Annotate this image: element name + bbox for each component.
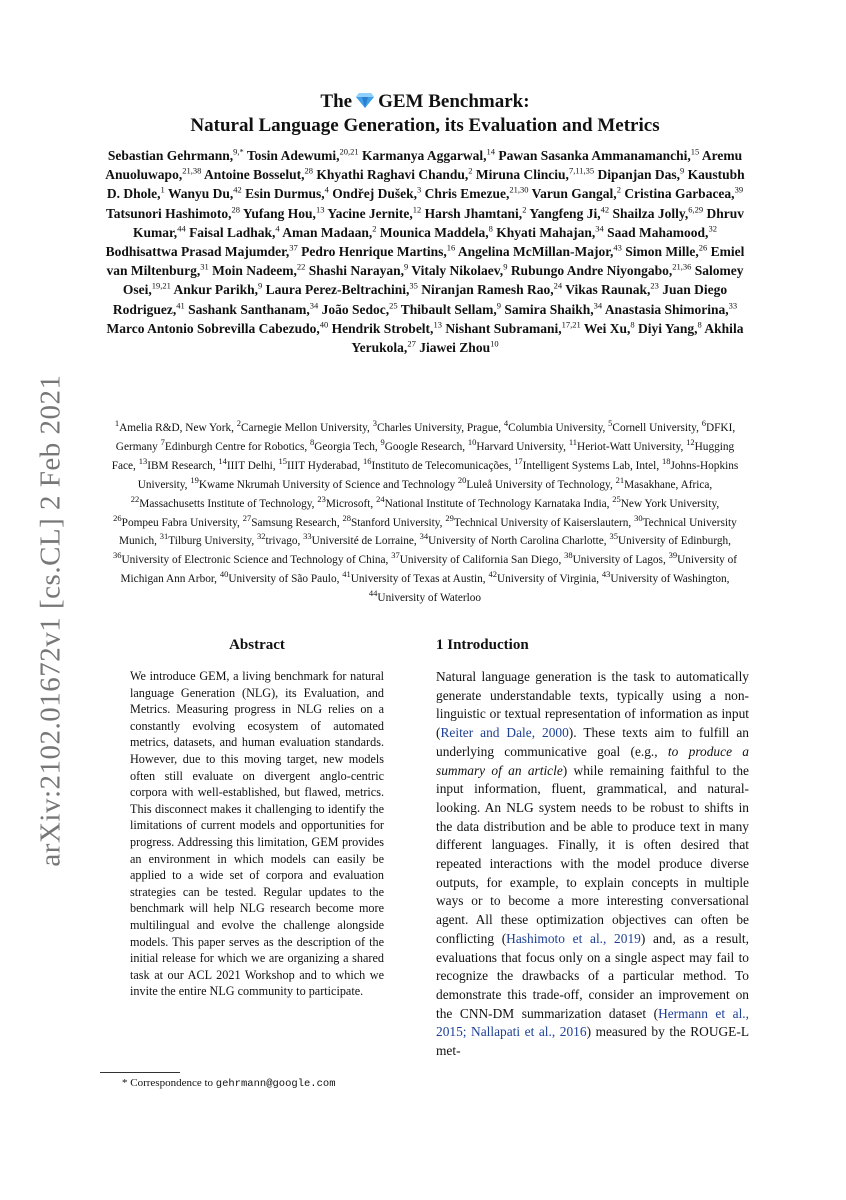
affiliation: $^{17}$Intelligent Systems Lab, Intel,: [514, 456, 660, 472]
affiliation: $^{18}$Johns-Hopkins University,: [137, 456, 739, 491]
author: Emiel van Miltenburg,$^{31}$: [106, 244, 745, 279]
author-affiliation-marker: 34: [595, 223, 604, 234]
affiliation: $^{38}$University of Lagos,: [564, 550, 666, 567]
author-affiliation-marker: 40: [319, 319, 329, 330]
author: Vikas Raunak,$^{23}$: [565, 280, 659, 298]
author-affiliation-marker: 26: [698, 242, 708, 253]
author: Karmanya Aggarwal,$^{14}$: [361, 146, 495, 163]
affiliation: $^{15}$IIIT Hyderabad,: [278, 456, 361, 472]
author: Cristina Garbacea,$^{39}$: [624, 184, 744, 202]
affiliation: $^{26}$Pompeu Fabra University,: [113, 512, 240, 529]
affiliation: $^{14}$IIIT Delhi,: [218, 456, 276, 472]
author-affiliation-marker: 9: [258, 280, 263, 291]
author-affiliation-marker: 28: [304, 165, 313, 176]
author-affiliation-marker: 9: [404, 261, 409, 272]
introduction-section: [436, 636, 749, 1061]
author: Varun Gangal,$^2$: [531, 184, 621, 202]
author: Mounica Maddela,$^8$: [379, 223, 493, 240]
author: Marco Antonio Sobrevilla Cabezudo,$^{40}$: [106, 319, 329, 336]
footnote: * Correspondence to gehrmann@google.com: [122, 1077, 336, 1090]
affiliation: $^{37}$University of California San Diego,: [391, 550, 562, 567]
gem-icon: [356, 92, 374, 108]
author: Pedro Henrique Martins,$^{16}$: [301, 242, 456, 260]
abstract-text: We introduce GEM, a living benchmark for natural language Generation (NLG), its Evaluation, and Metrics. Measuring progress in NLG relies on a constantly evolving ecosystem of automated metrics, datasets, and human evaluation standards. However, due to this moving target, new models often still evaluate on divergent anglo-centric corpora with well-established, but flawed, metrics. This disconnect makes it challenging to identify the limitations of current models and opportunities for progress. Addressing this limitation, GEM provides an environment in which models can easily be applied to a wide set of corpora and evaluation strategies can be tested. Regular updates to the benchmark will help NLG research become more multilingual and evolve the challenge alongside models. This paper serves as the description of the initial release for which we are organizing a shared task at our ACL 2021 Workshop and to which we invite the entire NLG community to participate.: [130, 669, 384, 999]
affiliation: $^{35}$University of Edinburgh,: [609, 531, 732, 548]
author: Ankur Parikh,$^9$: [173, 280, 263, 298]
author-affiliation-marker: 35: [409, 280, 418, 291]
affiliation: $^2$Carnegie Mellon University,: [236, 418, 370, 434]
author: Anastasia Shimorina,$^{33}$: [604, 300, 738, 317]
author-affiliation-marker: 2: [616, 184, 621, 195]
affiliation: $^3$Charles University, Prague,: [372, 418, 502, 434]
author-affiliation-marker: 14: [486, 146, 495, 157]
author-affiliation-marker: 9: [503, 261, 508, 272]
author-affiliation-marker: 42: [233, 184, 242, 195]
author: Faisal Ladhak,$^4$: [189, 223, 280, 240]
affiliation: $^1$Amelia R&D, New York,: [114, 418, 234, 434]
author-list: [100, 146, 750, 357]
affiliation: $^{12}$Hugging Face,: [111, 437, 735, 472]
arxiv-id: arXiv:2102.01672v1 [cs.CL] 2 Feb 2021: [34, 373, 67, 867]
author-affiliation-marker: 19,21: [151, 280, 171, 291]
affiliation: $^{39}$University of Michigan Ann Arbor,: [120, 550, 738, 586]
introduction-text: Natural language generation is the task to automatically generate understandable texts, typically using a non-linguistic or textual representation of information as input (Reiter and Dale, 2000). These texts aim to fulfill an underlying communicative goal (e.g., to produce a summary of an article) while remaining faithful to the input information, fluent, grammatical, and natural-looking. An NLG system needs to be robust to shifts in the data distribution and be able to produce text in many different languages. Finally, it is often desired that repeated interactions with the model produce diverse outputs, for example, to explain concepts in multiple ways or to become a more interesting conversational agent. All these optimization objectives can often be conflicting (Hashimoto et al., 2019) and, as a result, evaluations that focus only on a single aspect may fail to recognize the drawbacks of a particular method. To demonstrate this trade-off, consider an improvement on the CNN-DM summarization dataset (Hermann et al., 2015; Nallapati et al., 2016) measured by the ROUGE-L met-: [436, 669, 750, 1059]
author-affiliation-marker: 2: [522, 204, 527, 215]
affiliation: $^{21}$Masakhane, Africa,: [615, 474, 713, 491]
affiliation: $^{30}$Technical University Munich,: [118, 512, 737, 548]
author: Bodhisattwa Prasad Majumder,$^{37}$: [105, 242, 298, 260]
affiliation: $^{24}$National Institute of Technology Karnataka India,: [376, 493, 610, 510]
author: Esin Durmus,$^4$: [245, 184, 329, 202]
author-affiliation-marker: 8: [697, 319, 702, 330]
affiliation: $^9$Google Research,: [380, 437, 466, 453]
author: Samira Shaikh,$^{34}$: [504, 300, 603, 317]
author: Wei Xu,$^8$: [583, 319, 635, 336]
author-affiliation-marker: 20,21: [339, 146, 359, 157]
author: Thibault Sellam,$^9$: [400, 300, 502, 317]
author-affiliation-marker: 4: [324, 184, 329, 195]
affiliation: $^{34}$University of North Carolina Charlotte,: [419, 531, 607, 548]
author-affiliation-marker: 25: [389, 300, 398, 311]
affiliation: $^{36}$University of Electronic Science and Technology of China,: [112, 550, 389, 567]
author-affiliation-marker: 1: [160, 184, 165, 195]
affiliation: $^{19}$Kwame Nkrumah University of Science and Technology: [190, 474, 456, 491]
author: Harsh Jhamtani,$^2$: [424, 204, 527, 221]
affiliation: $^{42}$University of Virginia,: [488, 569, 600, 586]
abstract-section: [130, 636, 384, 1000]
introduction-heading: 1 Introduction: [436, 637, 529, 653]
citation-hermann-nallapati[interactable]: Hermann et al., 2015; Nallapati et al., 2016: [436, 1005, 749, 1040]
author: Moin Nadeem,$^{22}$: [212, 261, 306, 279]
author-affiliation-marker: 3: [417, 184, 422, 195]
author-affiliation-marker: 2: [468, 165, 473, 176]
affiliation-list: [110, 419, 740, 608]
author: Hendrik Strobelt,$^{13}$: [331, 319, 442, 336]
author-affiliation-marker: 28: [231, 204, 241, 215]
author-affiliation-marker: 33: [728, 300, 738, 311]
author: Angelina McMillan-Major,$^{43}$: [457, 242, 622, 260]
author: Khyati Mahajan,$^{34}$: [496, 223, 604, 240]
author: Chris Emezue,$^{21,30}$: [424, 184, 529, 202]
author-affiliation-marker: 4: [275, 223, 280, 234]
affiliation: $^{20}$Luleå University of Technology,: [457, 474, 613, 491]
author: João Sedoc,$^{25}$: [321, 300, 398, 317]
footnote-rule: [100, 1072, 180, 1073]
author: Juan Diego Rodriguez,$^{41}$: [112, 282, 728, 317]
author-affiliation-marker: 7,11,35: [568, 165, 595, 176]
author: Tatsunori Hashimoto,$^{28}$: [106, 204, 241, 221]
author: Aman Madaan,$^2$: [282, 223, 377, 240]
author-affiliation-marker: 9,*: [233, 146, 244, 157]
affiliation: $^{16}$Instituto de Telecomunicações,: [362, 456, 512, 472]
title-block: [100, 90, 750, 138]
author-affiliation-marker: 21,30: [509, 184, 529, 195]
author-affiliation-marker: 34: [309, 300, 319, 311]
correspondence-email[interactable]: gehrmann@google.com: [215, 1078, 336, 1090]
author-affiliation-marker: 27: [407, 338, 416, 349]
author-affiliation-marker: 23: [650, 280, 659, 291]
author-affiliation-marker: 39: [734, 184, 744, 195]
affiliation: $^{41}$University of Texas at Austin,: [342, 569, 486, 586]
affiliation: $^{28}$Stanford University,: [342, 512, 443, 529]
affiliation: $^{25}$New York University,: [612, 493, 720, 510]
affiliation: $^{44}$University of Waterloo: [368, 588, 482, 605]
citation-hashimoto[interactable]: Hashimoto et al., 2019: [506, 930, 641, 946]
author: Simon Mille,$^{26}$: [625, 242, 708, 260]
citation-reiter-dale[interactable]: Reiter and Dale, 2000: [440, 725, 569, 741]
author-affiliation-marker: 17,21: [561, 319, 581, 330]
affiliation: $^{23}$Microsoft,: [317, 493, 374, 510]
author-affiliation-marker: 9: [496, 300, 502, 311]
author: Diyi Yang,$^8$: [638, 319, 702, 336]
paper-title-line2: Natural Language Generation, its Evaluation and Metrics: [190, 115, 660, 136]
affiliation: $^{22}$Massachusetts Institute of Technology,: [130, 493, 315, 510]
author-affiliation-marker: 34: [593, 300, 603, 311]
affiliation: $^5$Cornell University,: [608, 418, 699, 434]
author-affiliation-marker: 31: [200, 261, 209, 272]
author: Pawan Sasanka Ammanamanchi,$^{15}$: [498, 146, 700, 163]
affiliation: $^{40}$University of São Paulo,: [219, 569, 340, 586]
author-affiliation-marker: 8: [488, 223, 493, 234]
author: Jiawei Zhou$^{10}$: [419, 338, 499, 356]
author: Wanyu Du,$^{42}$: [167, 184, 242, 202]
author-affiliation-marker: 42: [600, 204, 610, 215]
author: Vitaly Nikolaev,$^9$: [411, 261, 508, 279]
author-affiliation-marker: 37: [289, 242, 298, 253]
author: Khyathi Raghavi Chandu,$^2$: [316, 165, 473, 183]
author: Shashi Narayan,$^9$: [308, 261, 409, 279]
author: Miruna Clinciu,$^{7,11,35}$: [475, 165, 595, 183]
author: Antoine Bosselut,$^{28}$: [203, 165, 313, 183]
author-affiliation-marker: 24: [553, 280, 563, 291]
affiliation: $^{33}$Université de Lorraine,: [303, 531, 417, 548]
author: Sebastian Gehrmann,$^{9,*}$: [107, 146, 244, 163]
author: Shailza Jolly,$^{6,29}$: [612, 204, 704, 221]
author: Yangfeng Ji,$^{42}$: [529, 204, 610, 221]
author: Yacine Jernite,$^{12}$: [327, 204, 422, 221]
author-affiliation-marker: 13: [433, 319, 442, 330]
author: Nishant Subramani,$^{17,21}$: [445, 319, 581, 336]
author-affiliation-marker: 8: [630, 319, 635, 330]
author-affiliation-marker: 12: [412, 204, 422, 215]
affiliation: $^7$Edinburgh Centre for Robotics,: [160, 437, 308, 453]
abstract-heading: Abstract: [229, 637, 285, 653]
author-affiliation-marker: 21,36: [672, 261, 692, 272]
author: Akhila Yerukola,$^{27}$: [351, 320, 744, 356]
author: Tosin Adewumi,$^{20,21}$: [246, 146, 359, 163]
author: Dhruv Kumar,$^{44}$: [133, 205, 744, 240]
author-affiliation-marker: 16: [446, 242, 456, 253]
affiliation: $^{43}$University of Washington,: [601, 569, 730, 586]
paper-title-line1: The GEM Benchmark:: [320, 91, 530, 112]
author: Sashank Santhanam,$^{34}$: [188, 300, 319, 317]
affiliation: $^{11}$Heriot-Watt University,: [568, 437, 684, 453]
author: Yufang Hou,$^{13}$: [242, 204, 325, 221]
affiliation: $^4$Columbia University,: [503, 418, 606, 434]
author-affiliation-marker: 22: [296, 261, 306, 272]
arxiv-sidebar: [26, 360, 76, 880]
author-affiliation-marker: 9: [680, 165, 685, 176]
affiliation: $^{13}$IBM Research,: [138, 456, 216, 472]
author-affiliation-marker: 21,38: [182, 165, 202, 176]
author-affiliation-marker: 10: [490, 338, 499, 349]
author: Aremu Anuoluwapo,$^{21,38}$: [105, 148, 743, 183]
affiliation: $^{27}$Samsung Research,: [242, 512, 340, 529]
author: Rubungo Andre Niyongabo,$^{21,36}$: [510, 261, 692, 279]
affiliation: $^6$DFKI, Germany: [115, 418, 736, 453]
affiliation: $^{10}$Harvard University,: [467, 437, 567, 453]
author-affiliation-marker: 41: [176, 300, 185, 311]
author-affiliation-marker: 44: [177, 223, 186, 234]
author: Salomey Osei,$^{19,21}$: [122, 263, 744, 298]
author: Ondřej Dušek,$^3$: [332, 184, 422, 202]
author: Laura Perez-Beltrachini,$^{35}$: [265, 280, 418, 298]
author-affiliation-marker: 6,29: [688, 204, 704, 215]
author-affiliation-marker: 15: [690, 146, 700, 157]
author: Niranjan Ramesh Rao,$^{24}$: [421, 280, 563, 298]
author-affiliation-marker: 43: [613, 242, 622, 253]
author: Kaustubh D. Dhole,$^1$: [106, 167, 745, 202]
affiliation: $^{31}$Tilburg University,: [159, 531, 255, 548]
author-affiliation-marker: 13: [315, 204, 325, 215]
author: Dipanjan Das,$^9$: [597, 165, 685, 183]
affiliation: $^{32}$trivago,: [257, 531, 301, 548]
affiliation: $^8$Georgia Tech,: [310, 437, 378, 453]
affiliation: $^{29}$Technical University of Kaiserslautern,: [445, 512, 632, 529]
author: Saad Mahamood,$^{32}$: [607, 223, 717, 240]
author-affiliation-marker: 2: [372, 223, 377, 234]
author-affiliation-marker: 32: [708, 223, 717, 234]
